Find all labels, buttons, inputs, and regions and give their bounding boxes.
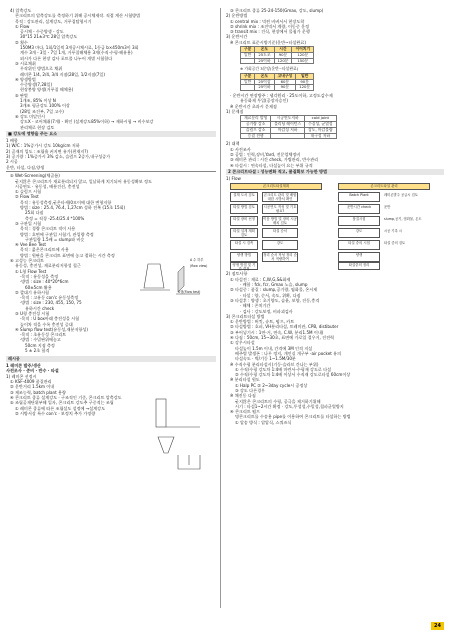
text-line: 5 ± 2초 합격: [25, 348, 50, 354]
text-line: 유하시간 check: [25, 305, 55, 311]
text-line: ③ 시료채취: [15, 60, 36, 66]
text-line: ④ 타설시 : 연속타설, 타설높이 요는 부위 규격: [230, 162, 313, 168]
column-divider: [220, 8, 221, 608]
text-line: ② 시방서상 특수 con'c · 보정치 추가 가정량: [15, 410, 96, 416]
text-line: ·목적 : 초유동성 콘크리트: [20, 332, 67, 338]
text-line: 시공연도 · 유동성, 배분건선, 충전성: [15, 183, 80, 189]
text-line: 구관입량 1.5배 = slump와 비슷: [25, 236, 85, 242]
text-line: ① central mix : 믹썬 비벼서서 현장도착: [230, 18, 305, 24]
text-line: 타설높이 1.5m 이내, 간격에 3M 인격 지설: [235, 345, 313, 351]
text-line: 2) 골재의 입도 : 조립율 커지면 유가(편재지?): [6, 148, 89, 154]
text-line: 방법 : size : 25.4, 76.4, 1,27cm 성하 전복 (15초 15회): [20, 205, 126, 211]
figure-label-b: (flow view): [190, 264, 208, 268]
flow-note: 레미콘발주 공급시 검토: [384, 193, 418, 198]
text-line: · 검사 : 강도보정, 비파괴검사: [240, 308, 293, 314]
flow-note: 시공연도 적성 및 기호 필요?: [263, 205, 297, 214]
table-header-cell: 구분: [241, 47, 255, 53]
text-line: ② 타설방법 : 호퍼, VH분리타설, 트레미관, CPB, distibuter: [230, 324, 339, 330]
text-line: 외시가 다른 현장 감사 포트폴 나누어 개별 시험합다: [20, 55, 113, 61]
text-line: ① 사전조사: [230, 146, 251, 152]
text-line: · 해체 : 존치기간: [240, 303, 271, 309]
text-line: · 배합 : fck, fcr, Gmax 노슬, slump: [240, 282, 308, 288]
table-cell: 90분: [274, 52, 292, 58]
placement-heading: 2 콘크리트타설 : 성능변화 적고, 품질확보 가능한 방법: [226, 169, 444, 174]
text-line: 1개조, 85% 이상 N: [20, 98, 56, 104]
text-line: 유동성, 충전성, 재료분리저항성 철근: [15, 263, 81, 269]
table-header-cell: 고내구성: [274, 73, 296, 79]
text-line: ② 운반거리 1.5km 이내: [10, 384, 55, 390]
table-cell: 150분: [292, 58, 314, 64]
table-cell: [241, 85, 255, 91]
text-line: 2) 운반방법: [226, 13, 248, 19]
flow-note: 타설 순서: [262, 228, 298, 238]
flow-step: 품질시험: [338, 216, 380, 226]
text-line: ④ 콘크리트 펌프: [230, 409, 260, 415]
construction-heading: 레시공: [6, 356, 216, 361]
time-extension-notes: [226, 93, 444, 114]
flow-label: [226, 176, 444, 181]
text-line: ③ 레미콘 관리 : 시간 check, 가볍관리, 반수관리: [230, 157, 319, 163]
flow-step: 타설중의 정리: [338, 262, 380, 270]
table-cell: 수질성, 균열성: [305, 122, 336, 128]
flow-header-manage: 콘크리트타설 관리: [338, 183, 430, 190]
text-line: ⑥ 고성능 콘크리트: [10, 258, 44, 264]
text-line: 운반, 타설, 다짐,양생: [6, 164, 45, 170]
flow-note: 타설 중의 검토: [384, 241, 406, 246]
flow-step: 설계 도서 검토: [230, 192, 258, 202]
text-line: ③ U형 충전성 시험: [15, 311, 50, 316]
table-cell: 일반: [241, 52, 255, 58]
flow-step: 운반시간 check: [338, 204, 380, 214]
flow-note: slump,공기, 염화물, 온도: [384, 217, 422, 222]
flow-step: Batch Plant: [338, 192, 380, 202]
text-line: ·목적 : 유동성을 측정: [20, 273, 59, 279]
table-cell: cold joint: [305, 116, 336, 122]
text-line: ③ 타설후 : 양생 : 초기양도, 습윤, 보양, 진동,충격: [230, 297, 320, 303]
text-line: 목적 : 묽은콘크리트에 사용: [20, 247, 69, 253]
table-cell: 120분: [292, 52, 314, 58]
text-line: 무작위인 방법으로 채취: [20, 66, 63, 72]
text-line: ① Flow: [15, 23, 30, 29]
flow-note: 강도: [262, 240, 298, 250]
text-line: ② 횟수: [15, 39, 28, 45]
text-line: ※ 콘크리트 표준시방기준(운반~타설완료): [230, 39, 306, 45]
table-header-cell: 온도: [255, 47, 274, 53]
text-line: 강도X - 코어채취(7개) - 확인 (설계강도85%이하) → 재하시험 → 비수보강: [20, 119, 154, 125]
text-line: ② 수직/수평 강도차 1:4배 이상서 수직재 강도로타설 60cm이상: [235, 372, 351, 378]
text-line: ③ 제조능력, batch plant 용량: [10, 389, 66, 395]
text-line: ③ 부어넣기시 : 1연-거, 연속, C.W, 분리1.5M 이내): [230, 329, 324, 335]
text-line: ① L형 Flow Test: [15, 268, 47, 274]
table-header-cell: 시간: [274, 47, 292, 53]
flow-note: 운반: [384, 205, 391, 210]
text-line: 1 레미콘 발주/생산: [6, 363, 41, 369]
text-line: 3) 공기량 : 1%증가시 3% 감소, 슬럼프 2증가,내구성증가: [6, 154, 111, 160]
text-line: ① Halp PC ② 2~3day cycle시 공정상: [235, 382, 308, 388]
countermeasures-list: [226, 141, 444, 167]
left-column: [6, 8, 216, 416]
table-cell: 시공연도저하: [271, 116, 305, 122]
text-line: ·목적 : 고유동 con'c 유동성측정: [20, 295, 79, 301]
text-line: 배주별 발생폰 : 나무 정지, 개인실 개구부 -air pocket 유의: [235, 350, 342, 356]
text-line: 1) 문제점: [226, 108, 244, 114]
text-line: 25회 다짐: [25, 210, 44, 216]
flow-step: 타설 중의 시험: [338, 240, 380, 250]
table-row: [241, 85, 314, 91]
table-cell: 강도, 마감불량: [305, 127, 336, 133]
table-row: [241, 58, 314, 64]
text-line: ⑤ 판별: [15, 92, 28, 98]
flow-note: 시공 기록 시: [384, 229, 403, 234]
table-cell: 120분: [296, 85, 314, 91]
strength-factors-list: [6, 138, 216, 170]
flow-step: 양생 방법 및 기간 결정: [230, 262, 258, 270]
text-line: ① 레미콘 종류에 따른 조립설도 설정에 →설계강도: [15, 405, 106, 411]
text-line: 시기 : 타설1~2시간 확정 · 강도,투성성,수밀성,철파균열방지: [235, 403, 344, 409]
text-line: ① KSF-4009 품질관리: [10, 379, 52, 385]
figure-label-a: A 수 하부: [190, 258, 204, 262]
text-line: 사전조사 · 준비 · 반수 · 타설: [6, 368, 59, 374]
table-cell: 90분: [274, 85, 296, 91]
text-line: 2) 대책: [226, 141, 240, 147]
text-line: ※ 분리타설 원도: [230, 377, 260, 383]
text-line: 30°15 21±3℃ 28일 압축강도: [20, 34, 78, 40]
text-line: ① 타설전 : 재료 : C,W,G,S&화제: [230, 276, 291, 282]
text-line: ※ 운반시간 초과시 문제점: [230, 103, 277, 109]
table-cell: 내구성 저하: [305, 133, 336, 139]
figure-label-d: U형(Flow test): [178, 290, 201, 294]
text-line: 수중양생(7,28일): [20, 82, 53, 88]
flow-step: 강도: [338, 228, 380, 238]
placement-flowchart: [226, 183, 434, 272]
text-line: ⑤ 조립골재단위부해 입자, 콘크리트 강도추 구중적는 조립: [10, 400, 114, 406]
problems-table: [240, 115, 337, 139]
table-cell: 25이상: [255, 79, 274, 85]
text-line: 2) 점토사항: [226, 271, 248, 277]
table-cell: 25이하: [255, 58, 274, 64]
text-line: ⑥ 강도 미달인시: [15, 113, 45, 119]
text-line: ① 운반방법 : 버킷, 슈트, 펌프, 카트: [230, 319, 295, 325]
text-line: 방법 : 흐면에 구관입 시험기, 관입량 측정: [20, 231, 94, 237]
text-line: ② 타설중 : 품질 : slump,공기량, 염화물, 온시제: [230, 287, 318, 293]
table-cell: 25이하: [255, 85, 274, 91]
transport-time-table: [240, 46, 314, 64]
table-header-cell: 온도: [255, 73, 274, 79]
table2-caption: ※ 가회공간 3문당(운반~타설완료): [240, 66, 299, 72]
compressive-strength-section: [6, 8, 216, 130]
text-line: 150M3 마다, 1회/1일씩 3개공시체시료, 1등급 b×450m3이 3회: [20, 45, 139, 51]
text-line: 굳지않은 콘크리트의 수평, 공극을 제거하기위해: [235, 398, 321, 404]
text-line: 3) 운반시간: [226, 34, 248, 40]
table-header-cell: 일반: [296, 73, 314, 79]
strength-factors-heading: ■ 강도에 영향을 주는 요소: [6, 131, 216, 136]
table-row: [241, 133, 337, 139]
text-line: ④ 양생방법: [15, 76, 36, 82]
text-line: 콘크리트의 압축강도를 측정하기 위해 공시체제작. 직접 계산 시험방법: [15, 13, 141, 19]
text-line: ① 압송 방식 : 압압식, 스쿼즈식: [235, 419, 292, 425]
text-line: ·방법 : size : 230, 455, 150, 75: [20, 300, 82, 306]
flow-note: 정리 순서 작성 정리 순서 적량하여: [263, 253, 297, 262]
table-cell: 슬럼프 감소: [241, 127, 271, 133]
text-line: ·목적 : U box아래 충전성을 시험: [20, 316, 80, 322]
text-line: 1) 레미콘 선정시: [6, 373, 37, 379]
text-line: 목적 : 유동성측정,굳은타세(0모이에 대한 변형저항: [20, 199, 112, 205]
page-number: 24: [431, 622, 444, 630]
text-line: ·방법 : 수밀판위에놓고: [20, 337, 61, 343]
flow-step: 타설 방법 검토: [230, 204, 258, 214]
text-line: 목적 : 강도관리, 설계강도, 거푸집탈형시기: [15, 18, 92, 24]
table-cell: 90분: [296, 79, 314, 85]
text-line: ⑤ Wet-Screening(체골름): [10, 173, 60, 179]
text-line: 관리체로 현장 검토: [20, 124, 55, 130]
text-line: ① 슬럼프 시험: [15, 189, 42, 195]
text-line: 1 배합: [6, 138, 18, 144]
flow-note: 콘크리트 관리 및 배합 대한 시방서 확인: [263, 193, 297, 202]
text-line: ② Flow Test: [15, 194, 39, 200]
transport-section: [226, 8, 444, 45]
flow-step: 양생 방법: [230, 252, 258, 262]
flow-note: 이음 방법 및 장비 시공 배치 검토: [263, 217, 297, 226]
text-line: 높이차 적을 수록 충전성 증대: [20, 321, 73, 327]
text-line: ③ transit mix : 건식, 현장에서 물첨가 운행: [230, 29, 310, 35]
text-line: 목적 : 경량 콘크리트 적이 사용: [20, 226, 76, 232]
table-cell: 60분: [274, 79, 296, 85]
right-column: [226, 8, 444, 425]
text-line: 레미콘 1/4, 2/4, 3/4 지점(28일, 1/2지점(7일): [20, 71, 105, 77]
l-box-sketch: [148, 395, 208, 475]
text-line: 1) W/C : 1%증가시 강도 10kg/cm 저하: [6, 143, 80, 149]
text-line: ④ 다짐 : 50cm, 15~30초, 표면에 가로입 절우거, 진전력: [230, 335, 334, 341]
table-cell: 마감성 저하: [271, 127, 305, 133]
text-line: ※ 수직수평 분리타설시(기둥-슬라브 간나는 부위): [230, 361, 319, 367]
text-line: 50cm 지점 측정: [25, 342, 55, 348]
text-line: ③ 강도 다른경우: [235, 387, 265, 393]
text-line: · 타설 : 양, 순서, 속도, 위확, 다짐: [240, 292, 301, 298]
text-line: · 운반시간 연장방주 : 냉각원리 · 25도이하, 고정도감수제: [230, 93, 333, 99]
text-line: ④ Vee Bee Test: [15, 242, 46, 248]
table-header-cell: 이어치기: [292, 47, 314, 53]
section-separator: [6, 171, 216, 172]
table-cell: [241, 58, 255, 64]
text-line: 현장봉양 양생(거푸집 해체용): [20, 87, 74, 93]
text-line: 타설속도 · 벽/기둥 1~1.5M/30분: [235, 356, 296, 362]
hot-weather-time-table: [240, 73, 314, 91]
flow-step: 타설 장비 선정: [230, 216, 258, 226]
text-line: ·방법 : size : 40*20*6cm: [20, 279, 69, 285]
text-line: 공시체 - 수중양생 - 강도: [20, 29, 64, 35]
text-line: ③ 구관입 시험: [15, 220, 42, 226]
text-line: ② shrink mix : 조진믹서 계량, 이동중 운정: [230, 23, 310, 29]
table-cell: 일반: [241, 79, 255, 85]
text-line: ① 강우시타설: [230, 340, 255, 346]
text-line: (28일 조건부, 7일 고수): [20, 108, 64, 114]
flow-header-plan: 콘크리트타설계획: [230, 183, 322, 190]
text-line: 2 시공: [6, 159, 18, 165]
text-line: ※ 채진동 다짐: [230, 393, 256, 399]
text-line: ① 수직/수평 강도차 1:4배 마련서-수평재 강도로 타설: [235, 366, 332, 372]
table-cell: 재료분리 발생: [241, 116, 271, 122]
text-line: ③ 콘크리트 종류 25-24-150(Gmax, 강도, slump): [230, 8, 324, 13]
text-line: 3개조 평균강도 100% 이상: [20, 103, 70, 109]
table-cell: 공기량 감소: [241, 122, 271, 128]
text-line: 방법 : 원판을 콘크리트 표면에 놓고 접하는 시간 측정: [20, 252, 115, 258]
flow-step: 타설 시 검측: [230, 240, 258, 250]
table-cell: [271, 133, 305, 139]
text-line: 명콘크리트를 수송용 pipe를 이용하여 콘크리트를 타설하는 방법: [235, 414, 351, 420]
table-cell: 120분: [274, 58, 292, 64]
text-line: ② 깔대기 유하시험: [15, 289, 49, 295]
flow-step: 양생: [338, 252, 380, 262]
table-cell: 25도초: [255, 52, 274, 58]
flow-step: 타설 설계 계획 검토: [230, 228, 258, 238]
text-line: 굳지않은 콘크리트가 재료분리되지 않고, 일날하게 치기되어 유동성확보 정도: [15, 178, 152, 184]
table-cell: 블리딩 레이턴스: [271, 122, 305, 128]
text-line: ④ Slump flow test(유동성,재분저항성): [15, 326, 88, 332]
text-line: 유동화제 투입(공장자승인): [240, 98, 288, 104]
text-line: ④ 콘크리트 종류 설계강도 · 구조적인 기준, 콘크리트 압축강도: [10, 394, 122, 400]
table-cell: 응결 진행: [241, 133, 271, 139]
text-line: 4) 압축강도: [10, 8, 32, 13]
text-line: 계수 3개 - 3일 - 7일 1개, 거푸집해체용 3개(수직·수평·해유용): [20, 50, 133, 56]
text-line: 60±5cm 활용: [25, 284, 52, 290]
text-line: 1) Flow: [226, 176, 241, 182]
text-line: 측정 = 직경 -25.4/25.4 *100%: [25, 215, 85, 221]
table-header-cell: 구분: [241, 73, 255, 79]
text-line: 3) 콘크리트타설 방법: [226, 313, 265, 319]
text-line: ② 공법 : 인력,장비,Yard, 전문업체정비: [230, 151, 301, 157]
placement-checkpoints-section: [226, 271, 444, 425]
